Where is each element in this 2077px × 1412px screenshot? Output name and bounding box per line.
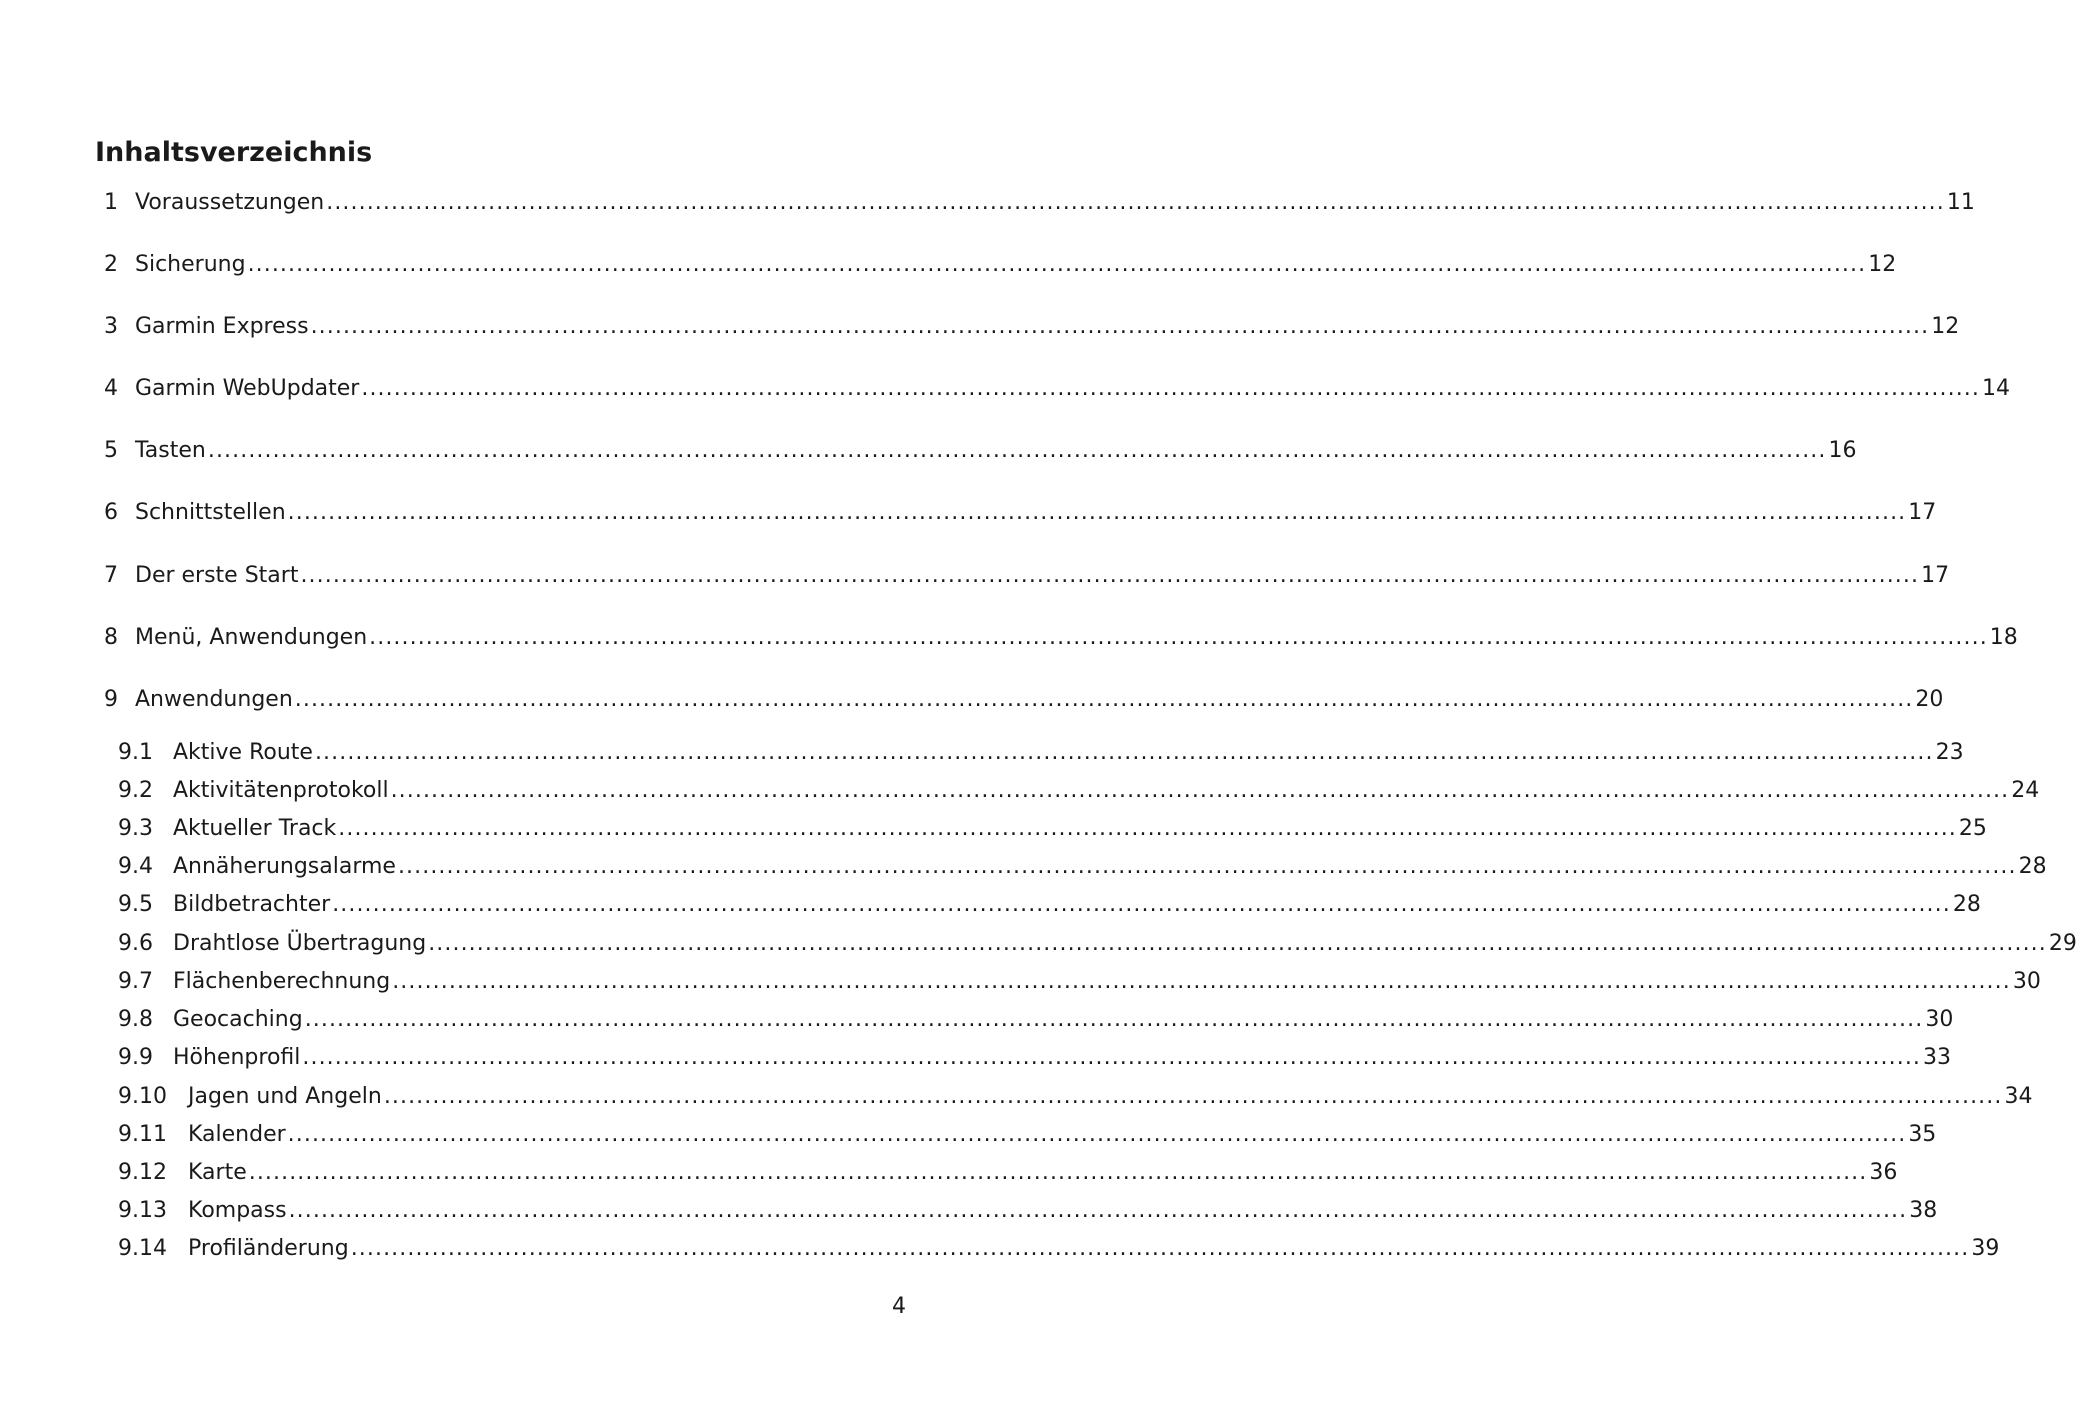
toc-entry[interactable] [0,248,1897,282]
toc-entry-label: Sicherung [135,248,248,282]
toc-entry-label: Anwendungen [135,683,295,717]
toc-entry-page: 30 [2012,969,2041,994]
toc-entry[interactable] [0,434,1857,468]
leader-dots: ........................................................................................................................................................................................................ [392,969,2011,994]
toc-entry-label: Profiländerung [188,1232,351,1266]
leader-dots: ........................................................................................................................................................................................................ [304,1007,1924,1032]
toc-entry-page: 16 [1828,438,1857,463]
toc-entry-page: 12 [1931,314,1960,339]
toc-entry-label: Aktueller Track [173,812,338,846]
toc-entry-page: 24 [2011,778,2040,803]
toc-entry-page: 28 [2018,854,2047,879]
leader-dots: ........................................................................................................................................................................................................ [288,1198,1908,1223]
toc-entry-number: 7 [104,563,118,588]
toc-entry-number: 6 [104,500,118,525]
toc-entry-label: Aktivitätenprotokoll [173,774,391,808]
toc-entry-page: 12 [1868,252,1897,277]
toc-entry-number: 8 [104,625,118,650]
leader-dots: ........................................................................................................................................................................................................ [390,778,2010,803]
toc-entry-page: 28 [1952,892,1981,917]
leader-dots: ........................................................................................................................................................................................................ [247,252,1867,277]
toc-entry-number: 1 [104,190,118,215]
leader-dots: ........................................................................................................................................................................................................ [397,854,2017,879]
toc-entry-label: Garmin WebUpdater [135,372,361,406]
toc-entry-number: 9.8 [118,1007,153,1032]
toc-entry-number: 9.6 [118,931,153,956]
toc-entry-number: 9 [104,687,118,712]
toc-entry-label: Karte [188,1156,249,1190]
leader-dots: ........................................................................................................................................................................................................ [338,816,1957,841]
toc-entry[interactable] [0,621,2018,655]
leader-dots: ........................................................................................................................................................................................................ [300,563,1920,588]
toc-subentry[interactable] [0,1041,1952,1075]
toc-entry[interactable] [0,683,1944,717]
toc-entry-number: 9.5 [118,892,153,917]
toc-entry-page: 33 [1923,1045,1952,1070]
toc-subentry[interactable] [0,1232,2000,1266]
toc-subentry[interactable] [0,1118,1937,1152]
toc-subentry[interactable] [0,812,1987,846]
toc-entry-label: Flächenberechnung [173,965,392,999]
toc-subentry[interactable] [0,774,2040,808]
page-number: 4 [892,1294,906,1319]
toc-entry-label: Kalender [188,1118,288,1152]
toc-entry-label: Geocaching [173,1003,305,1037]
toc-entry-page: 25 [1958,816,1987,841]
toc-entry-number: 9.11 [118,1122,167,1147]
toc-entry-page: 11 [1946,190,1975,215]
toc-subentry[interactable] [0,1003,1954,1037]
toc-entry[interactable] [0,186,1975,220]
toc-entry-label: Aktive Route [173,736,315,770]
leader-dots: ........................................................................................................................................................................................................ [294,687,1914,712]
toc-entry-number: 9.14 [118,1236,167,1261]
toc-entry-label: Bildbetrachter [173,888,332,922]
toc-entry-label: Voraussetzungen [135,186,326,220]
toc-entry-page: 39 [1971,1236,2000,1261]
toc-entry-number: 3 [104,314,118,339]
toc-entry[interactable] [0,496,1937,530]
toc-entry[interactable] [0,559,1950,593]
toc-subentry[interactable] [0,965,2041,999]
toc-entry-number: 9.1 [118,740,153,765]
toc-entry-number: 9.13 [118,1198,167,1223]
toc-entry-number: 9.10 [118,1084,167,1109]
toc-entry-label: Schnittstellen [135,496,288,530]
toc-entry[interactable] [0,372,2010,406]
toc-entry-number: 9.12 [118,1160,167,1185]
leader-dots: ........................................................................................................................................................................................................ [314,740,1934,765]
leader-dots: ........................................................................................................................................................................................................ [383,1084,2003,1109]
toc-entry-number: 9.2 [118,778,153,803]
leader-dots: ........................................................................................................................................................................................................ [428,931,2047,956]
leader-dots: ........................................................................................................................................................................................................ [350,1236,1970,1261]
toc-entry-label: Der erste Start [135,559,300,593]
toc-entry-page: 18 [1989,625,2018,650]
toc-subentry[interactable] [0,1080,2033,1114]
leader-dots: ........................................................................................................................................................................................................ [248,1160,1868,1185]
toc-entry-number: 2 [104,252,118,277]
leader-dots: ........................................................................................................................................................................................................ [310,314,1930,339]
leader-dots: ........................................................................................................................................................................................................ [332,892,1951,917]
toc-entry-page: 35 [1908,1122,1937,1147]
leader-dots: ........................................................................................................................................................................................................ [287,500,1907,525]
toc-entry-page: 34 [2004,1084,2033,1109]
leader-dots: ........................................................................................................................................................................................................ [361,376,1980,401]
toc-entry-label: Drahtlose Übertragung [173,927,428,961]
toc-entry-label: Höhenprofil [173,1041,302,1075]
toc-subentry[interactable] [0,888,1981,922]
toc-entry-label: Jagen und Angeln [188,1080,384,1114]
toc-entry-number: 9.3 [118,816,153,841]
toc-subentry[interactable] [0,736,1964,770]
toc-entry-number: 4 [104,376,118,401]
leader-dots: ........................................................................................................................................................................................................ [287,1122,1907,1147]
toc-entry[interactable] [0,310,1960,344]
leader-dots: ........................................................................................................................................................................................................ [302,1045,1922,1070]
toc-subentry[interactable] [0,1156,1898,1190]
leader-dots: ........................................................................................................................................................................................................ [369,625,1988,650]
toc-entry-number: 9.7 [118,969,153,994]
toc-entry-page: 38 [1909,1198,1938,1223]
toc-entry-label: Kompass [188,1194,289,1228]
toc-entry-label: Garmin Express [135,310,311,344]
toc-subentry[interactable] [0,1194,1938,1228]
leader-dots: ........................................................................................................................................................................................................ [207,438,1827,463]
toc-entry-page: 29 [2048,931,2077,956]
toc-subentry[interactable] [0,927,2077,961]
toc-entry-label: Tasten [135,434,208,468]
toc-entry-page: 14 [1982,376,2010,401]
toc-subentry[interactable] [0,850,2047,884]
toc-entry-page: 17 [1921,563,1950,588]
toc-entry-number: 9.9 [118,1045,153,1070]
toc-entry-label: Menü, Anwendungen [135,621,369,655]
toc-entry-page: 20 [1915,687,1944,712]
toc-entry-label: Annäherungsalarme [173,850,398,884]
toc-entry-number: 9.4 [118,854,153,879]
toc-entry-number: 5 [104,438,118,463]
toc-entry-page: 36 [1869,1160,1898,1185]
leader-dots: ........................................................................................................................................................................................................ [326,190,1945,215]
toc-entry-page: 30 [1925,1007,1954,1032]
toc-entry-page: 23 [1935,740,1964,765]
toc-title: Inhaltsverzeichnis [95,137,373,168]
toc-entry-page: 17 [1908,500,1937,525]
